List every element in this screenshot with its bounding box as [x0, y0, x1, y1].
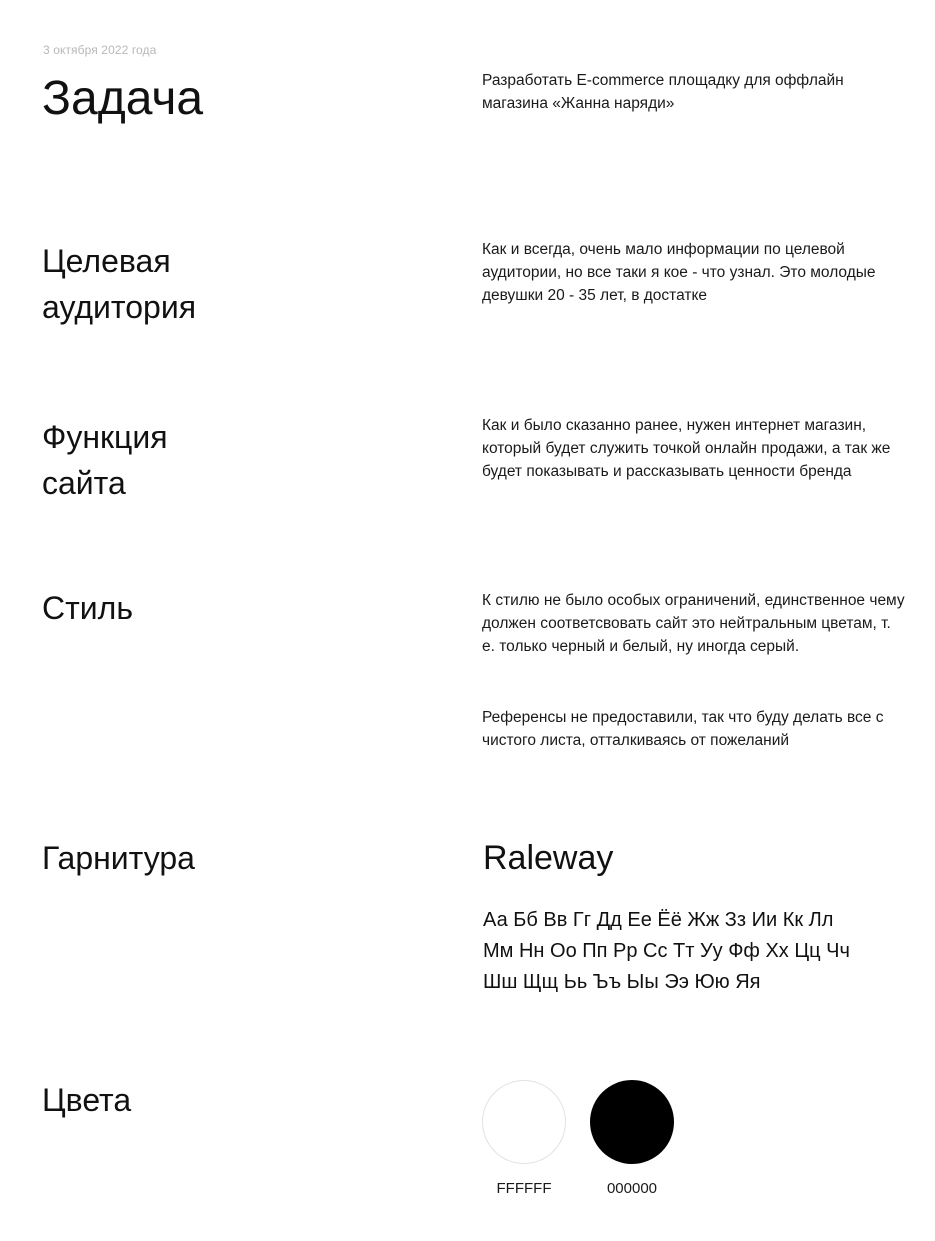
alphabet-line-3: Шш Щщ Ьь Ъъ Ыы Ээ Юю Яя [483, 971, 761, 993]
alphabet-sample [483, 905, 903, 998]
task-text: Разработать E-commerce площадку для оффлайн магазина «Жанна наряди» [482, 72, 844, 112]
task-heading: Задача [42, 72, 204, 125]
colors-heading: Цвета [42, 1082, 132, 1118]
audience-heading-line2: аудитория [42, 289, 197, 325]
style-text-2: Референсы не предоставили, так что буду делать все с чистого листа, отталкиваясь от пожеланий [482, 709, 884, 749]
audience-text: Как и всегда, очень мало информации по целевой аудитории, но все таки я кое - что узнал. Это молодые девушки 20 - 35 лет, в достатке [482, 241, 876, 304]
date-label: 3 октября 2022 года [43, 43, 157, 57]
font-name: Raleway [483, 839, 614, 877]
audience-heading-line1: Целевая [42, 243, 171, 279]
function-heading-line2: сайта [42, 465, 126, 501]
function-text: Как и было сказанно ранее, нужен интернет магазин, который будет служить точкой онлайн продажи, а так же будет показывать и рассказывать ценности бренда [482, 417, 891, 480]
typeface-heading: Гарнитура [42, 840, 195, 876]
function-heading [42, 414, 168, 506]
function-heading-line1: Функция [42, 419, 168, 455]
alphabet-line-1: Аа Бб Вв Гг Дд Ее Ёё Жж Зз Ии Кк Лл [483, 909, 834, 931]
color-swatch-white [482, 1080, 566, 1164]
color-swatch-black [590, 1080, 674, 1164]
color-label-black: 000000 [606, 1180, 658, 1197]
style-text-1: К стилю не было особых ограничений, единственное чему должен соответсвовать сайт это нейтральным цветам, т. е. только черный и белый, ну иногда серый. [482, 592, 905, 655]
color-label-white: FFFFFF [496, 1180, 552, 1197]
audience-heading [42, 238, 196, 330]
style-heading: Стиль [42, 590, 133, 626]
alphabet-line-2: Мм Нн Оо Пп Рр Сс Тт Уу Фф Хх Цц Чч [483, 940, 850, 962]
